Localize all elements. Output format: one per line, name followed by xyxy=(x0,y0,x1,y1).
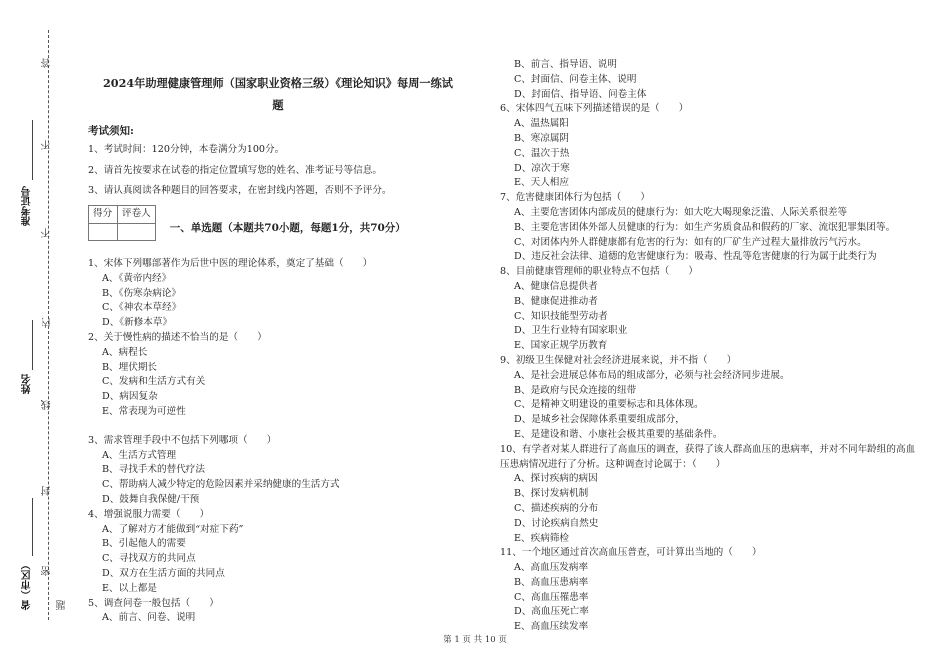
question-4 xyxy=(88,508,468,597)
name-blank xyxy=(32,320,33,370)
option: B、寒凉属阴 xyxy=(514,132,570,144)
grader-label: 评卷人 xyxy=(118,206,156,224)
option: D、高血压死亡率 xyxy=(514,606,589,618)
score-cell xyxy=(89,223,118,240)
grader-cell xyxy=(118,223,156,240)
option: D、卫生行业特有国家职业 xyxy=(514,325,628,337)
question-stem: 10、有学者对某人群进行了高血压的调查，获得了该人群高血压的患病率，并对不同年龄组的高血压患病情况进行了分析。这种调查讨论属于：（ ） xyxy=(500,443,916,470)
option: C、封面信、问卷主体、说明 xyxy=(514,73,637,85)
option: A、探讨疾病的病因 xyxy=(514,473,598,485)
option: B、高血压患病率 xyxy=(514,576,589,588)
exam-title-line-1: 2024年助理健康管理师（国家职业资格三级）《理论知识》每周一练试 xyxy=(103,76,453,90)
exam-title xyxy=(88,72,468,116)
notice-item-3: 3、请认真阅读各种题目的回答要求，在密封线内答题，否则不予评分。 xyxy=(88,185,392,197)
option: B、《伤寒杂病论》 xyxy=(102,287,181,299)
score-box xyxy=(88,205,156,241)
option: C、帮助病人减少特定的危险因素并采纳健康的生活方式 xyxy=(102,479,340,491)
seal-mark-line: 线 xyxy=(42,400,53,410)
seal-mark-question: 题 xyxy=(57,600,68,610)
option: B、前言、指导语、说明 xyxy=(514,59,617,70)
score-label: 得分 xyxy=(89,206,118,224)
seal-mark-answer: 答 xyxy=(42,58,53,68)
option: C、寻找双方的共同点 xyxy=(102,553,196,565)
question-stem: 4、增强说服力需要（ ） xyxy=(88,508,210,520)
option: A、前言、问卷、说明 xyxy=(102,612,196,624)
province-label: 省（市区） xyxy=(22,560,33,610)
notice-heading: 考试须知: xyxy=(88,125,134,137)
exam-number-blank xyxy=(32,120,33,180)
option: E、天人相应 xyxy=(514,177,569,189)
option: D、《新修本草》 xyxy=(102,317,173,329)
question-8 xyxy=(500,265,920,354)
notice-item-2: 2、请首先按要求在试卷的指定位置填写您的姓名、准考证号等信息。 xyxy=(88,164,382,176)
notice-item-1: 1、考试时间：120分钟，本卷满分为100分。 xyxy=(88,143,285,155)
question-10 xyxy=(500,443,920,547)
option: B、寻找手术的替代疗法 xyxy=(102,464,205,476)
question-stem: 2、关于慢性病的描述不恰当的是（ ） xyxy=(88,331,267,343)
question-11 xyxy=(500,546,920,635)
option: B、埋伏期长 xyxy=(102,361,158,373)
option: D、违反社会法律、道德的危害健康行为：吸毒、性乱等危害健康的行为属于此类行为 xyxy=(514,251,877,263)
option: E、国家正规学历教育 xyxy=(514,340,608,352)
option: C、知识技能型劳动者 xyxy=(514,310,608,322)
question-stem: 8、目前健康管理师的职业特点不包括（ ） xyxy=(500,266,698,278)
question-stem: 5、调查问卷一般包括（ ） xyxy=(88,597,219,609)
option: E、常表现为可逆性 xyxy=(102,405,186,417)
option: B、是政府与民众连接的纽带 xyxy=(514,384,637,396)
question-1 xyxy=(88,257,468,331)
question-5 xyxy=(88,597,468,627)
option: C、描述疾病的分布 xyxy=(514,502,599,514)
left-column xyxy=(88,72,468,626)
option: A、高血压发病率 xyxy=(514,562,589,574)
question-stem: 7、危害健康团体行为包括（ ） xyxy=(500,192,651,204)
option: A、了解对方才能做到“对症下药” xyxy=(102,523,244,535)
question-7 xyxy=(500,191,920,265)
question-stem: 6、宋体四气五味下列描述错误的是（ ） xyxy=(500,103,689,115)
option: C、温次于热 xyxy=(514,147,570,159)
seal-mark-inside: 内 xyxy=(42,318,53,328)
option: E、高血压续发率 xyxy=(514,621,589,633)
option: C、是精神文明建设的重要标志和具体体现。 xyxy=(514,399,704,411)
option: D、双方在生活方面的共同点 xyxy=(102,567,225,579)
option: D、是城乡社会保障体系重要组成部分， xyxy=(514,414,685,426)
page-footer: 第 1 页 共 10 页 xyxy=(443,635,507,645)
option: A、是社会进展总体布局的组成部分，必须与社会经济同步进展。 xyxy=(514,369,790,381)
option: A、病程长 xyxy=(102,346,148,358)
name-label: 姓名 xyxy=(22,374,33,394)
question-stem: 11、一个地区通过首次高血压普查，可计算出当地的（ ） xyxy=(500,547,762,559)
question-stem: 1、宋体下列哪部著作为后世中医的理论体系，奠定了基础（ ） xyxy=(88,257,373,269)
option: C、《神农本草经》 xyxy=(102,302,182,314)
option: B、主要危害团体外部人员健康的行为：如生产劣质食品和假药的厂家、流氓犯罪集团等。 xyxy=(514,221,896,233)
option: D、鼓舞自我保健/干预 xyxy=(102,493,200,505)
option: C、对团体内外人群健康都有危害的行为：如有的厂矿生产过程大量排放污气污水。 xyxy=(514,236,867,248)
score-row xyxy=(88,205,468,241)
question-stem: 9、初级卫生保健对社会经济进展来说，并不指（ ） xyxy=(500,354,737,366)
option: C、高血压罹患率 xyxy=(514,591,589,603)
option: A、主要危害团体内部成员的健康行为：如大吃大喝现象泛滥、人际关系很差等 xyxy=(514,206,848,218)
option: C、发病和生活方式有关 xyxy=(102,376,206,388)
option: B、引起他人的需要 xyxy=(102,538,186,550)
option: D、讨论疾病自然史 xyxy=(514,517,599,529)
option: D、封面信、指导语、问卷主体 xyxy=(514,88,647,100)
seal-mark-seal: 封 xyxy=(42,486,53,496)
question-6 xyxy=(500,102,920,191)
option: E、疾病筛检 xyxy=(514,532,569,544)
exam-number-label: 准考证号 xyxy=(22,186,33,226)
option: E、以上都是 xyxy=(102,582,157,594)
right-column xyxy=(500,58,920,635)
option: D、病因复杂 xyxy=(102,391,158,403)
seal-mark-no-2: 不 xyxy=(42,228,53,238)
option: A、温热属阳 xyxy=(514,118,569,130)
option: D、凉次于寒 xyxy=(514,162,570,174)
question-9 xyxy=(500,354,920,443)
binding-margin xyxy=(0,0,75,671)
section-title: 一、单选题（本题共70小题，每题1分，共70分） xyxy=(169,221,406,234)
province-blank xyxy=(32,498,33,556)
option: A、健康信息提供者 xyxy=(514,280,598,292)
exam-title-line-2: 题 xyxy=(272,98,284,112)
seal-mark-no-1: 不 xyxy=(42,140,53,150)
option: A、《黄帝内经》 xyxy=(102,272,172,284)
option: B、探讨发病机制 xyxy=(514,488,589,500)
option: E、是建设和谐、小康社会极其重要的基础条件。 xyxy=(514,428,723,440)
question-3 xyxy=(88,434,468,508)
question-stem: 3、需求管理手段中不包括下列哪项（ ） xyxy=(88,434,277,446)
option: A、生活方式管理 xyxy=(102,449,177,461)
option: B、健康促进推动者 xyxy=(514,295,598,307)
question-2 xyxy=(88,331,468,420)
seal-mark-secret: 密 xyxy=(42,566,53,576)
